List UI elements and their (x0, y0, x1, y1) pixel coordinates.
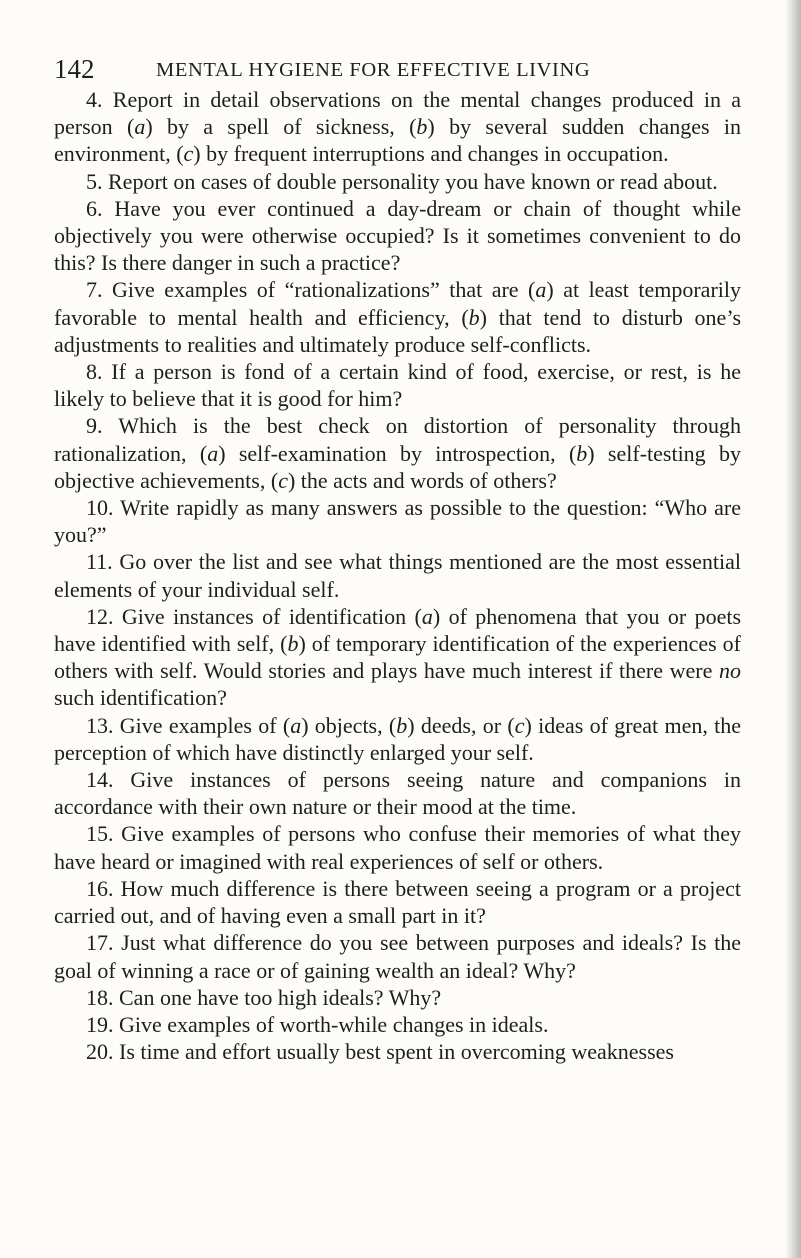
question-text: ) self-testing by objective achievements, ( (54, 440, 741, 493)
question-text: such identification? (54, 685, 227, 711)
question-number: 8. (86, 359, 103, 385)
question-text: ) at least temporarily favorable to mental health and efficiency, ( (54, 277, 741, 330)
question-item (54, 412, 741, 494)
question-italic-text: no (719, 658, 741, 684)
question-number: 18. (86, 984, 114, 1010)
question-text: Is time and effort usually best spent in overcoming weaknesses (119, 1039, 674, 1065)
question-text: ) deeds, or ( (407, 712, 515, 738)
question-item (54, 358, 741, 412)
question-number: 12. (86, 603, 114, 629)
question-number: 14. (86, 767, 114, 793)
question-number: 15. (86, 821, 114, 847)
page-header (54, 52, 743, 86)
question-text: How much difference is there between seeing a program or a project carried out, and of having even a small part in it? (54, 875, 741, 929)
question-italic-text: b (576, 440, 588, 466)
question-number: 13. (86, 712, 114, 738)
question-item (54, 168, 741, 195)
question-text: Just what difference do you see between purposes and ideals? Is the goal of winning a race or of gaining wealth an ideal? Why? (54, 930, 742, 983)
question-text: Report on cases of double personality you have known or read about. (108, 168, 718, 194)
page-number: 142 (54, 54, 95, 84)
question-text: ) by a spell of sickness, ( (145, 114, 417, 140)
question-item (54, 712, 741, 766)
question-italic-text: a (207, 440, 219, 466)
question-italic-text: b (396, 712, 408, 738)
question-text: Give examples of worth-while changes in ideals. (119, 1011, 549, 1037)
question-item (54, 984, 741, 1011)
question-text: Report in detail observations on the mental changes produced in a person (54, 87, 742, 140)
question-number: 9. (86, 413, 103, 439)
question-number: 11. (86, 549, 113, 575)
question-italic-text: a (290, 712, 302, 738)
question-italic-text: c (278, 467, 288, 493)
question-text: ) self-examination by introspection, ( (218, 440, 577, 466)
question-text: ) ideas of great men, the perception of which have distinctly enlarged your self. (54, 712, 742, 765)
question-italic-text: a (535, 277, 547, 303)
question-number: 7. (86, 277, 103, 303)
question-text: Go over the list and see what things mentioned are the most essential elements of your individual self. (54, 549, 741, 602)
question-italic-text: a (421, 603, 433, 629)
question-text: ( (126, 114, 135, 140)
question-list (54, 86, 741, 1065)
question-item (54, 1038, 741, 1065)
question-number: 16. (86, 875, 114, 901)
question-text: ) by several sudden changes in environment, ( (54, 114, 741, 167)
question-text: ) objects, ( (301, 712, 397, 738)
question-text: Have you ever continued a day-dream or chain of thought while objectively you were otherwise occupied? Is it sometimes convenient to do this? Is there danger in such a practice? (54, 195, 741, 276)
question-text: Which is the best check on distortion of personality through rationalization, ( (54, 413, 741, 466)
question-item (54, 1011, 741, 1038)
question-number: 5. (86, 168, 103, 194)
question-item (54, 820, 741, 874)
question-text: ) that tend to disturb one’s adjustments to realities and ultimately produce self-conflicts. (54, 304, 742, 357)
question-text: If a person is fond of a certain kind of food, exercise, or rest, is he likely to believe that it is good for him? (54, 359, 742, 412)
question-italic-text: c (183, 141, 194, 167)
question-italic-text: b (416, 114, 428, 140)
question-number: 10. (86, 495, 114, 521)
question-text: ) of phenomena that you or poets have identified with self, ( (54, 603, 742, 657)
question-number: 6. (86, 195, 103, 221)
question-item (54, 548, 741, 602)
question-item (54, 276, 741, 358)
question-text: Give instances of persons seeing nature and companions in accordance with their own nature or their mood at the time. (54, 767, 742, 820)
page-edge-shadow (785, 0, 801, 1258)
question-item (54, 603, 741, 712)
question-italic-text: b (287, 631, 299, 657)
question-item (54, 195, 741, 277)
running-head: MENTAL HYGIENE FOR EFFECTIVE LIVING (156, 59, 591, 81)
question-item (54, 929, 741, 983)
question-text: ) the acts and words of others? (287, 467, 557, 493)
question-text: Write rapidly as many answers as possible to the question: “Who are you?” (54, 495, 741, 548)
question-text: Give examples of ( (119, 712, 291, 738)
question-text: Give examples of persons who confuse their memories of what they have heard or imagined with real experiences of self or others. (54, 821, 742, 874)
question-number: 4. (86, 87, 103, 112)
question-item (54, 494, 741, 548)
question-text: Give examples of “rationalizations” that are ( (111, 277, 536, 303)
question-italic-text: a (134, 114, 146, 140)
question-italic-text: c (514, 712, 525, 738)
question-number: 17. (86, 930, 114, 956)
question-text: Give instances of identification ( (121, 603, 422, 629)
question-number: 19. (86, 1011, 114, 1037)
question-italic-text: b (468, 304, 480, 330)
question-item (54, 875, 741, 929)
question-item (54, 766, 741, 820)
question-text: Can one have too high ideals? Why? (119, 984, 442, 1010)
question-text: ) by frequent interruptions and changes in occupation. (193, 141, 669, 167)
question-number: 20. (86, 1039, 114, 1065)
question-text: ) of temporary identification of the experiences of others with self. Would stories and plays have much interest if there were (54, 631, 741, 684)
question-item (54, 86, 741, 168)
